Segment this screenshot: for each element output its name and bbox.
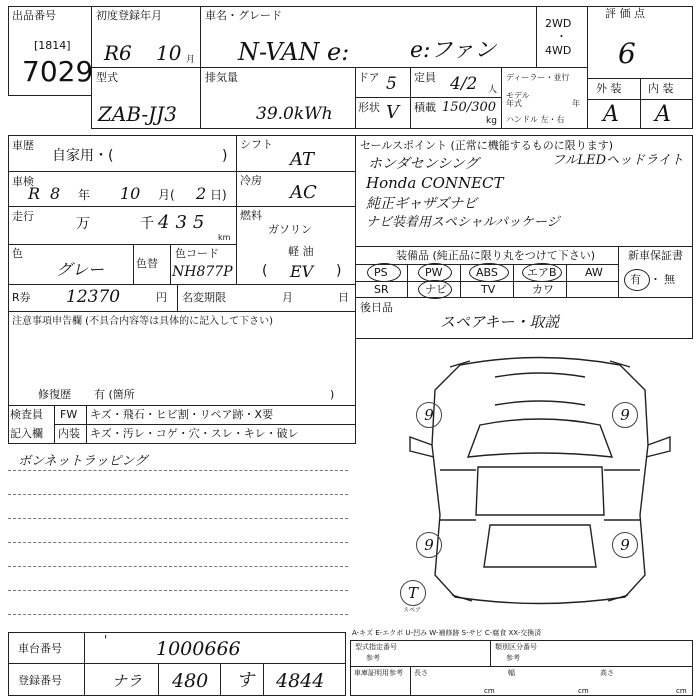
- fuel-value: EV: [290, 262, 314, 281]
- insp-era: R: [28, 184, 41, 203]
- yen-unit: 円: [156, 291, 167, 304]
- warranty-no: 無: [664, 273, 675, 286]
- inspection-label: 車検: [12, 175, 34, 188]
- selling-point-1: ホンダセンシング: [368, 156, 479, 172]
- load-value: 150/300: [442, 100, 497, 115]
- equip-abs: ABS: [476, 266, 498, 279]
- int-label: 内装: [58, 427, 80, 440]
- fuel-label: 燃料: [240, 209, 262, 222]
- chassis-label: 車台番号: [18, 642, 62, 655]
- selling-label: セールスポイント (正常に機能するものに限ります): [360, 139, 614, 152]
- selling-point-3: Honda CONNECT: [366, 174, 504, 192]
- first-reg-month-unit: 月: [186, 55, 196, 65]
- recycle-value: 12370: [66, 287, 121, 307]
- category-label: 類別区分番号: [495, 643, 537, 651]
- width-label: 幅: [508, 669, 515, 677]
- color-code-value: NH877P: [172, 264, 233, 280]
- capacity-unit: 人: [488, 85, 498, 95]
- door-value: 5: [386, 74, 397, 94]
- equip-leather: カワ: [532, 283, 554, 296]
- color-value: グレー: [56, 260, 105, 279]
- spare-label: スペア: [403, 607, 422, 614]
- fw-label: FW: [60, 408, 78, 421]
- color-change-label: 色替: [136, 257, 158, 270]
- model-code-label: 型式: [96, 71, 118, 84]
- model-spec-ref: 参考: [366, 654, 380, 662]
- spare-tire: T: [400, 580, 426, 606]
- insp-year: 8: [50, 184, 61, 203]
- displacement-value: 39.0kWh: [256, 104, 333, 124]
- equip-aw: AW: [585, 266, 603, 279]
- first-reg-year: R6: [104, 41, 132, 65]
- model-year-label: モデル年式: [506, 91, 530, 108]
- fuel-gas: ガソリン: [268, 223, 312, 236]
- height-label: 高さ: [600, 669, 614, 677]
- color-label: 色: [12, 247, 23, 260]
- reg-class: 480: [172, 670, 209, 692]
- mileage-label: 走行: [12, 210, 34, 223]
- warranty-yes: 有: [630, 273, 641, 286]
- insp-day: 2: [196, 184, 207, 203]
- car-diagram: [400, 345, 680, 615]
- length-unit: cm: [484, 687, 495, 695]
- equip-tv: TV: [481, 283, 496, 296]
- exterior-grade: A: [603, 102, 619, 127]
- first-reg-month: 10: [156, 41, 182, 65]
- door-label: ドア: [358, 71, 380, 84]
- capacity-value: 4/2: [450, 74, 478, 94]
- mileage-unit: km: [218, 233, 231, 242]
- repair-label: 修復歴: [38, 388, 71, 401]
- interior-grade: A: [655, 102, 671, 127]
- score-label: 評 価 点: [605, 7, 645, 20]
- equip-pw: PW: [425, 266, 443, 279]
- options-label: 後日品: [360, 301, 393, 314]
- drive-dot: ・: [556, 30, 567, 43]
- damage-legend: A-キズ E-エクボ U-凹み W-補修跡 S-サビ C-腐食 XX-交換済: [352, 629, 542, 637]
- shift-label: シフト: [240, 138, 273, 151]
- mileage-rest: 435: [158, 212, 211, 233]
- equip-airbag: エアB: [527, 266, 557, 279]
- equipment-label: 装備品 (純正品に限り丸をつけて下さい): [396, 249, 596, 262]
- grade: e:ファン: [410, 38, 496, 63]
- selling-point-2: フルLEDヘッドライト: [552, 153, 684, 168]
- repair-value: 有 (箇所: [94, 388, 135, 401]
- model-code-value: ZAB-JJ3: [98, 102, 177, 126]
- warranty-label: 新車保証書: [628, 249, 683, 262]
- reg-label: 登録番号: [18, 674, 62, 687]
- interior-label: 内 装: [648, 82, 674, 95]
- insp-day-unit: 日): [210, 188, 227, 202]
- insp-year-unit: 年: [78, 188, 91, 202]
- selling-point-5: ナビ装着用スペシャルパッケージ: [366, 215, 560, 230]
- drive-4wd: 4WD: [545, 44, 572, 57]
- length-label: 長さ: [414, 669, 428, 677]
- category-ref: 参考: [506, 654, 520, 662]
- handle-label: ハンドル 左・右: [506, 115, 565, 124]
- score-value: 6: [618, 37, 636, 70]
- exterior-label: 外 装: [596, 82, 622, 95]
- lot-label: 出品番号: [12, 9, 56, 22]
- fuel-close: ): [336, 263, 342, 279]
- lot-number: 7029: [22, 55, 94, 88]
- fuel-open: (: [262, 263, 268, 279]
- color-code-label: 色コード: [175, 247, 219, 260]
- height-unit: cm: [676, 687, 687, 695]
- options-value: スペアキー・取説: [440, 313, 560, 331]
- reg-number: 4844: [276, 670, 325, 692]
- recycle-label: R券: [12, 291, 31, 304]
- shape-label: 形状: [358, 101, 380, 114]
- insp-month-unit: 月(: [158, 188, 175, 202]
- first-reg-label: 初度登録年月: [96, 9, 162, 22]
- notes-label: 注意事項申告欄 (不具合内容等は具体的に記入して下さい): [12, 316, 273, 327]
- load-unit: kg: [486, 116, 497, 126]
- equip-sr: SR: [374, 283, 389, 296]
- mileage-man: 万: [76, 216, 90, 232]
- inspector-label-2: 記入欄: [10, 427, 43, 440]
- tire-rear-left: 9: [416, 532, 442, 558]
- shape-value: V: [386, 102, 399, 123]
- ac-label: 冷房: [240, 174, 262, 187]
- mileage-sen: 千: [140, 216, 154, 232]
- width-unit: cm: [578, 687, 589, 695]
- dealer-label: ディーラー・並行: [506, 73, 570, 82]
- history-close: ): [222, 148, 228, 164]
- name-change-label: 名変期限: [182, 291, 226, 304]
- year-unit: 年: [572, 99, 580, 108]
- displacement-label: 排気量: [205, 71, 238, 84]
- chassis-value: 1000666: [156, 638, 241, 660]
- model-name: N-VAN e:: [238, 38, 350, 66]
- drive-2wd: 2WD: [545, 17, 572, 30]
- equip-navi: ナビ: [425, 283, 447, 296]
- load-label: 積載: [414, 101, 436, 114]
- chassis-mark: ': [104, 633, 108, 647]
- name-change-month: 月: [282, 291, 293, 304]
- fuel-diesel: 軽 油: [288, 245, 314, 258]
- tire-front-left: 9: [416, 402, 442, 428]
- cert-label: 車庫証明用参考: [354, 669, 403, 677]
- repair-close: ): [330, 388, 335, 401]
- fw-items: キズ・飛石・ヒビ割・リペア跡・X要: [90, 408, 274, 421]
- reg-kana: す: [236, 670, 254, 691]
- name-label: 車名・グレード: [205, 9, 282, 22]
- name-change-day: 日: [338, 291, 349, 304]
- selling-point-4: 純正ギャザズナビ: [366, 196, 478, 212]
- history-value: 自家用・(: [52, 148, 114, 164]
- capacity-label: 定員: [414, 71, 436, 84]
- int-items: キズ・汚レ・コゲ・穴・スレ・キレ・破レ: [90, 427, 299, 440]
- insp-month: 10: [120, 184, 141, 203]
- equip-ps: PS: [374, 266, 388, 279]
- lot-small: [1814]: [34, 39, 71, 52]
- model-spec-label: 型式指定番号: [355, 643, 397, 651]
- warranty-dot: ・: [650, 273, 661, 286]
- history-label: 車歴: [12, 139, 34, 152]
- tire-front-right: 9: [612, 402, 638, 428]
- inspector-note: ボンネットラッピング: [18, 454, 148, 469]
- tire-rear-right: 9: [612, 532, 638, 558]
- inspector-label-1: 検査員: [10, 408, 43, 421]
- shift-value: AT: [290, 149, 315, 170]
- reg-area: ナラ: [112, 672, 143, 690]
- ac-value: AC: [290, 182, 317, 203]
